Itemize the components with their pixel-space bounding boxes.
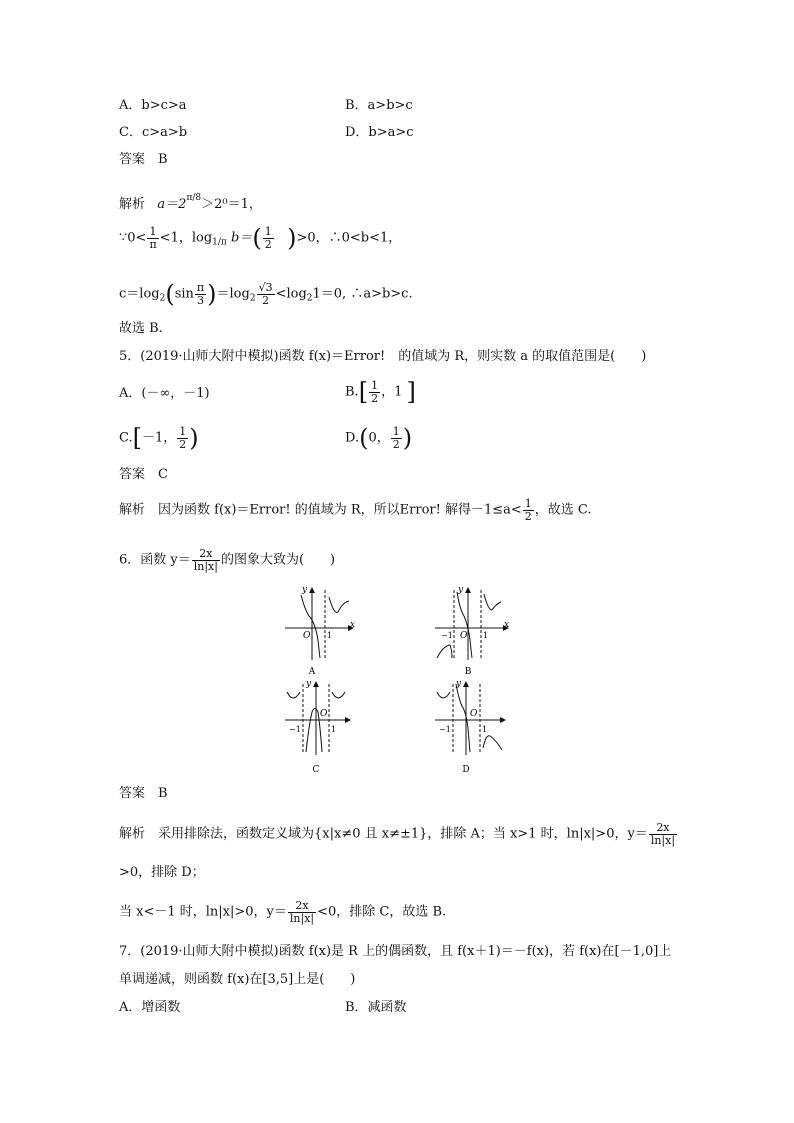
q4-option-a: A．b>c>a [119, 98, 187, 113]
q4-analysis-line3: $c=\log_2(\sin$ $\frac{\pi}{3}$ )$=\log_2$ $\frac{√3}{2}$ $<\log_21=0$, ∴a>b>c. [119, 280, 413, 309]
svg-text:1: 1 [331, 725, 337, 734]
svg-text:−1: −1 [289, 725, 301, 734]
q4-answer: 答案 B [119, 152, 168, 167]
expr: ∵0< [119, 230, 147, 246]
svg-text:y: y [456, 679, 462, 689]
graph-origin: O [303, 631, 311, 641]
svg-text:1: 1 [482, 725, 488, 734]
graph-axis-y: y [302, 585, 308, 595]
svg-text:1: 1 [483, 631, 489, 640]
q4-conclusion: 故选 B. [119, 321, 163, 336]
q7-stem-line1: 7．(2019·山师大附中模拟)函数 f(x)是 R 上的偶函数，且 f(x＋1)＝－f(x)，若 f(x)在[－1,0]上 [119, 944, 672, 959]
graph-label-a: A [308, 667, 316, 677]
q5-option-b: B.[ $\frac{1}{2}$ ，1 ] [345, 378, 416, 407]
expr: ＞2⁰＝1， [201, 197, 262, 212]
svg-text:y: y [458, 585, 464, 595]
q7-stem-line2: 单调递减，则函数 f(x)在[3,5]上是( ) [119, 972, 356, 987]
q5-answer: 答案 C [119, 467, 168, 482]
fraction: $\frac{√3}{2}$ [258, 281, 273, 307]
svg-text:−1: −1 [441, 631, 453, 640]
q4-option-d: D．b>a>c [345, 125, 414, 140]
graph-c [285, 682, 350, 755]
graph-b [435, 588, 508, 660]
q6-graphs [0, 580, 794, 800]
fraction: $\frac{\pi}{3}$ [196, 281, 205, 307]
expr: b＝ [230, 230, 253, 246]
svg-text:−1: −1 [439, 725, 451, 734]
svg-text:O: O [320, 709, 328, 719]
q4-analysis-line1 [119, 194, 262, 211]
graph-label-d: D [462, 765, 470, 775]
q4-analysis-line2: ∵0< $\frac{1}{\pi}$ <1，$\log_{1/\pi} b=$( $\frac{1}{2}$ )>0，∴0<b<1， [119, 224, 402, 253]
q4-option-c: C．c>a>b [119, 125, 188, 140]
q6-analysis-line3: 当 x<－1 时，ln|x|>0，y＝ $\frac{2x}{\ln|x|}$ <0，排除 C，故选 B. [119, 899, 447, 925]
graph-label-c: C [312, 765, 320, 775]
svg-text:O: O [460, 631, 468, 641]
expr: c＝log [119, 286, 160, 302]
q5-option-a: A．(－∞，－1) [119, 386, 210, 401]
graph-axis-x: x [350, 620, 356, 630]
graph-tick: 1 [327, 631, 333, 640]
svg-text:x: x [504, 620, 510, 630]
q6-answer: 答案 B [119, 786, 168, 801]
q6-analysis-line1: 解析 采用排除法，函数定义域为{x|x≠0 且 x≠±1}，排除 A；当 x>1 时，ln|x|>0，y＝ $\frac{2x}{\ln|x|}$ [119, 821, 676, 847]
graph-label-b: B [464, 667, 472, 677]
fraction: $\frac{1}{2}$ [264, 225, 272, 251]
svg-text:O: O [470, 709, 478, 719]
q6-stem: 6．函数 y＝ $\frac{2x}{\ln|x|}$ 的图象大致为( ) [119, 547, 336, 573]
q5-analysis: 解析 因为函数 f(x)＝Error! 的值域为 R，所以Error! 解得－1≤a< $\frac{1}{2}$ ，故选 C. [119, 497, 592, 523]
q4-option-b: B．a>b>c [345, 98, 413, 113]
q5-option-c: C.[－1， $\frac{1}{2}$ ) [119, 424, 199, 453]
q7-option-a: A．增函数 [119, 1000, 181, 1015]
exponent: π/8 [186, 193, 202, 203]
q5-stem: 5．(2019·山师大附中模拟)函数 f(x)＝Error! 的值域为 R，则实数 a 的取值范围是( ) [119, 349, 647, 364]
fraction: $\frac{1}{\pi}$ [149, 225, 157, 251]
graph-a [285, 588, 356, 660]
analysis-label: 解析 [119, 197, 146, 212]
q6-analysis-line2: >0，排除 D； [119, 865, 205, 880]
svg-text:y: y [306, 679, 312, 689]
log-base: 1/π [212, 237, 227, 248]
expr: <1，log [159, 230, 213, 246]
q7-option-b: B．减函数 [345, 1000, 407, 1015]
expr: >0，∴0<b<1， [296, 230, 402, 246]
expr: a＝2 [157, 197, 187, 212]
q5-option-d: D.(0， $\frac{1}{2}$ ) [345, 424, 413, 453]
